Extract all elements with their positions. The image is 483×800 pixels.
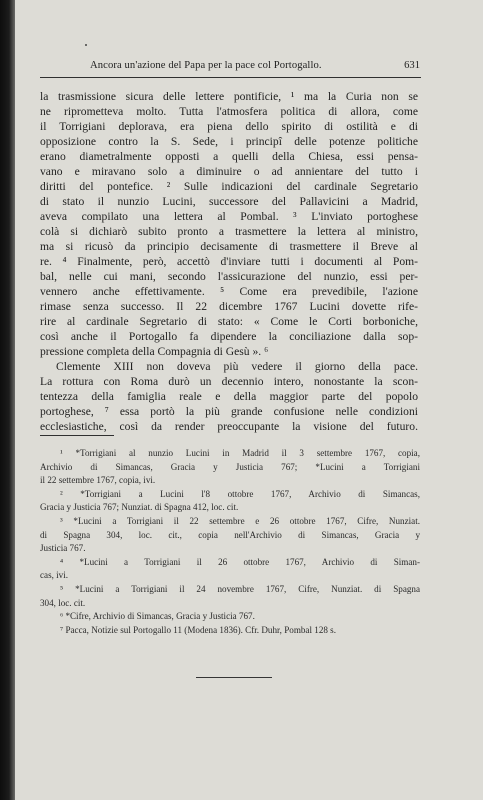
- footnote-line: ⁵ *Lucini a Torrigiani il 24 novembre 1767, Cifre, Nunziat. di Spagna: [60, 583, 420, 594]
- bottom-rule: [196, 677, 272, 678]
- footnote-line: ⁷ Pacca, Notizie sul Portogallo 11 (Modena 1836). Cfr. Duhr, Pombal 128 s.: [60, 624, 336, 635]
- body-line: Clemente XIII non doveva più vedere il giorno della pace.: [56, 360, 418, 373]
- footnote-line: il 22 settembre 1767, copia, ivi.: [40, 475, 156, 486]
- body-line: re. ⁴ Finalmente, però, accettò d'inviare tutti i documenti al Pom-: [40, 255, 418, 268]
- body-line: colà si dichiarò subito pronto a trasmettere la lettera al ministro,: [40, 225, 418, 238]
- footnote-line: cas, ivi.: [40, 570, 69, 581]
- footnote-line: 304, loc. cit.: [40, 597, 86, 608]
- footnotes: [40, 447, 420, 637]
- body-line: portoghese, ⁷ essa portò la più grande confusione nelle condizioni: [40, 405, 418, 418]
- footnote-line: ⁴ *Lucini a Torrigiani il 26 ottobre 1767, Archivio di Siman-: [60, 556, 420, 567]
- footnote-line: Gracia y Justicia 767; Nunziat. di Spagna 412, loc. cit.: [40, 502, 239, 513]
- body-line: vano e miravano solo a diminuire o ad annientare del tutto i: [40, 165, 418, 178]
- book-spine-shadow: [0, 0, 15, 800]
- footnote-line: ¹ *Torrigiani al nunzio Lucini in Madrid il 3 settembre 1767, copia,: [60, 448, 420, 458]
- body-line: La rottura con Roma durò un decennio intero, nonostante la scon-: [40, 375, 418, 388]
- body-line: aveva compilato una lettera al Pombal. ³ L'inviato portoghese: [40, 210, 418, 223]
- body-line: diritti del pontefice. ² Sulle indicazioni del cardinale Segretario: [40, 180, 418, 193]
- footnote-line: Justicia 767.: [40, 543, 86, 554]
- body-line: pressione completa della Compagnia di Gesù ». ⁶: [40, 345, 269, 358]
- print-speck: [85, 44, 87, 46]
- body-text: [40, 89, 418, 434]
- body-line: rimase senza successo. Il 22 dicembre 1767 Lucini dovette rife-: [40, 300, 418, 313]
- body-line: bal, nelle cui mani, secondo l'assicurazione del nunzio, essi per-: [40, 270, 418, 283]
- footnote-separator: [40, 435, 114, 436]
- body-line: erano diametralmente opposti a quelli della Chiesa, essi pensa-: [40, 150, 418, 163]
- body-line: di stato il nunzio Lucini, successore del Pallavicini a Madrid,: [40, 195, 418, 208]
- body-line: rire al cardinale Segretario di stato: « Come le Corti borboniche,: [40, 315, 418, 328]
- footnote-line: ³ *Lucini a Torrigiani il 22 settembre e 26 ottobre 1767, Cifre, Nunziat.: [60, 515, 420, 526]
- header-rule: [40, 77, 421, 78]
- body-line: opposizione contro la S. Sede, i principî delle potenze politiche: [40, 135, 418, 148]
- body-line: ecclesiastiche, così da render preoccupante la visione del futuro.: [40, 420, 418, 433]
- body-line: la trasmissione sicura delle lettere pontificie, ¹ ma la Curia non se: [40, 90, 418, 103]
- running-head: [40, 58, 420, 76]
- body-line: vennero anche effettivamente. ⁵ Come era prevedibile, l'azione: [40, 285, 418, 298]
- body-line: così anche il Portogallo fa dipendere la conciliazione dalla sop-: [40, 330, 418, 343]
- footnote-line: ⁶ *Cifre, Archivio di Simancas, Gracia y Justicia 767.: [60, 611, 255, 622]
- body-line: ma si ricusò da principio decisamente di trasmettere il Breve al: [40, 240, 418, 253]
- body-line: tentezza della famiglia reale e della maggior parte del popolo: [40, 390, 418, 403]
- footnote-line: Archivio di Simancas, Gracia y Justicia 767; *Lucini a Torrigiani: [40, 461, 420, 472]
- footnote-line: di Spagna 304, loc. cit., copia nell'Archivio di Simancas, Gracia y: [40, 529, 420, 540]
- footnote-line: ² *Torrigiani a Lucini l'8 ottobre 1767, Archivio di Simancas,: [60, 488, 420, 499]
- body-line: il Torrigiani deplorava, era piena dello spirito di ostilità e di: [40, 120, 418, 133]
- page-number: 631: [404, 60, 420, 71]
- running-title: Ancora un'azione del Papa per la pace col Portogallo.: [90, 60, 322, 71]
- body-line: ne riprometteva molto. Tutta l'atmosfera politica di allora, come: [40, 105, 418, 118]
